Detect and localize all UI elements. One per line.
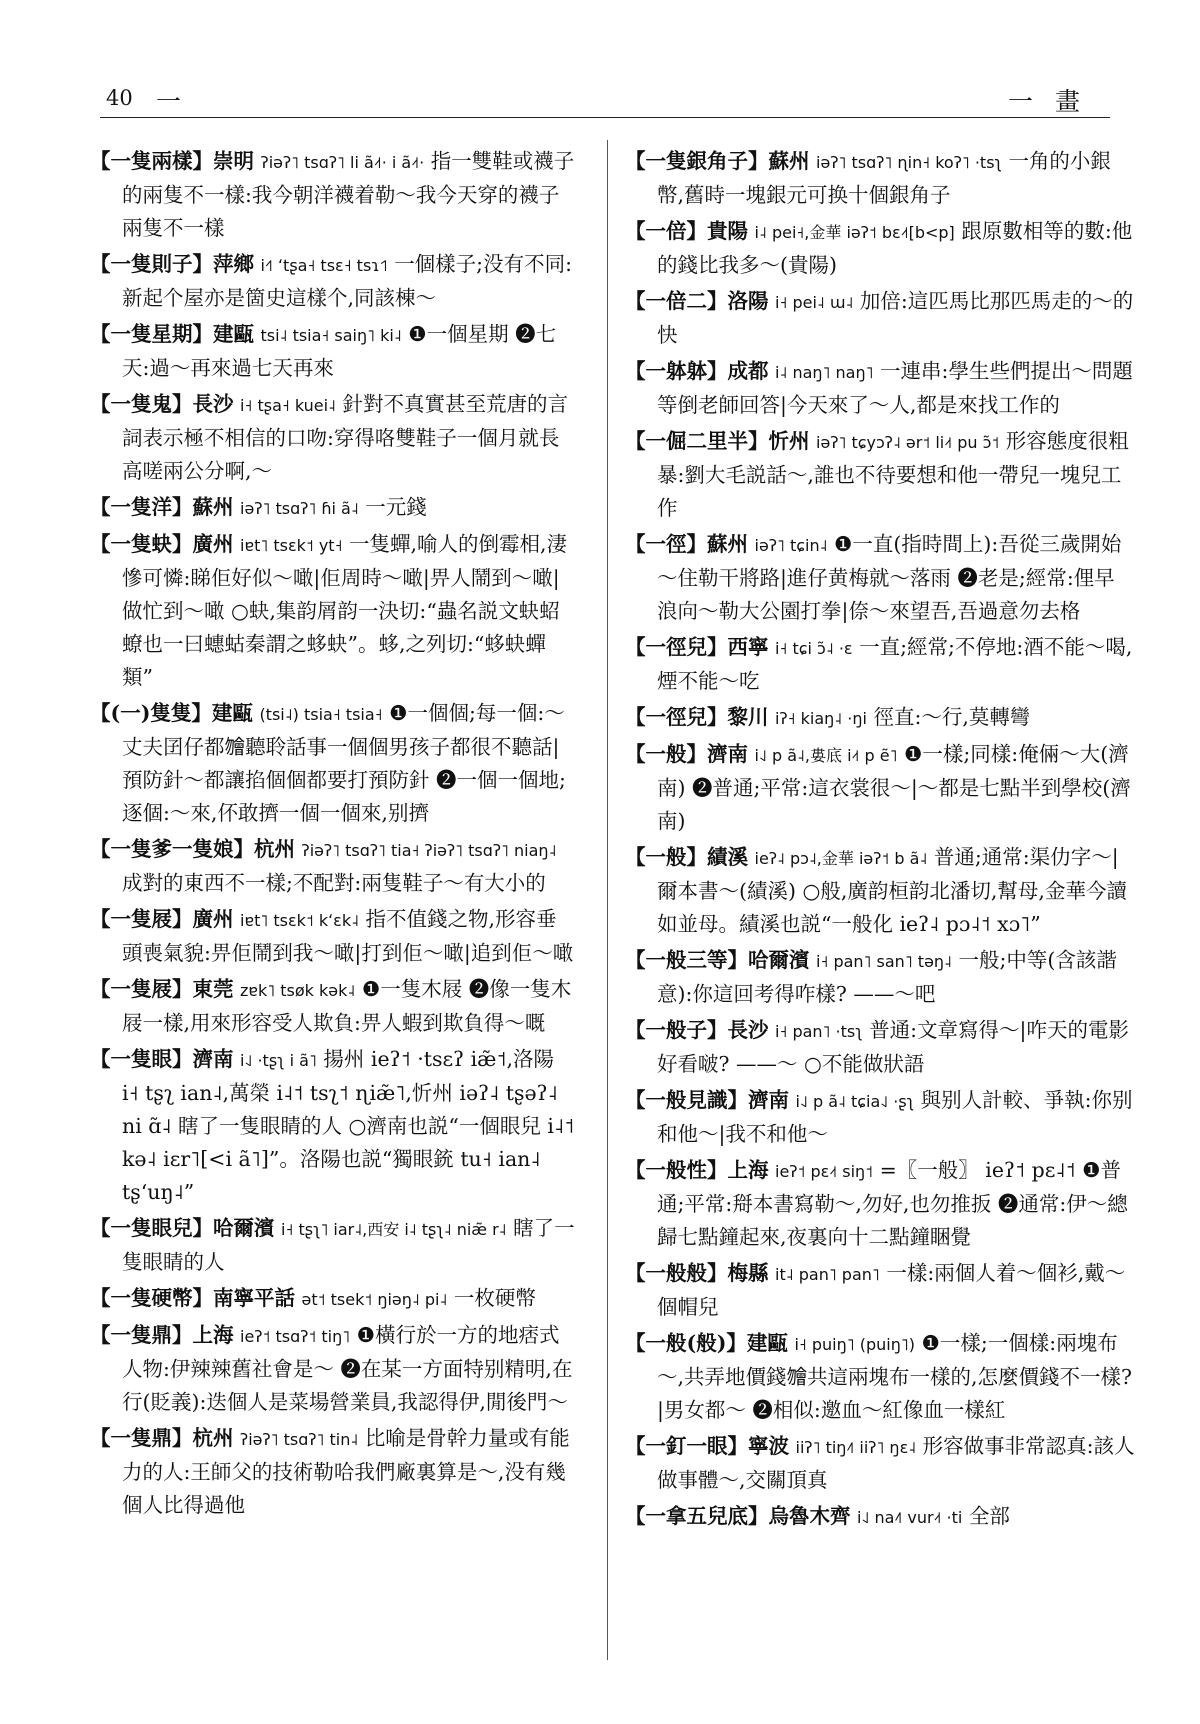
entry-pronunciation: iɐt˥ tsɛk˦ kʻɛk˨ <box>240 911 359 930</box>
entry-dialect: 長沙 <box>727 1018 769 1042</box>
entry-definition: 跟原數相等的數:他的錢比我多～(貴陽) <box>657 219 1133 277</box>
dictionary-entry <box>625 701 1135 735</box>
entry-headword: 【一隻眼】 <box>90 1047 193 1071</box>
entry-pronunciation: i˧ tɕi ɔ̃˨ ·ɛ <box>775 639 853 658</box>
entry-definition: ❶一個個;每一個:～丈夫囝仔都𣍐聽聆話事一個個男孩子都很不聽話|預防針～都讓掐個個都要打預防針 ❷一個一個地;逐個:～來,伓敢擠一個一個來,别擠 <box>122 701 566 825</box>
entry-dialect: 績溪 <box>707 845 748 869</box>
entry-dialect: 忻州 <box>768 429 810 453</box>
dictionary-entry <box>90 1212 576 1279</box>
right-column <box>625 145 1135 1537</box>
running-head-title: 一畫 <box>1007 87 1102 116</box>
entry-pronunciation: ʔiəʔ˥ tsɑʔ˥ tin˨ <box>240 1430 359 1449</box>
dictionary-entry <box>90 973 576 1040</box>
dictionary-entry <box>625 1154 1135 1254</box>
entry-headword: 【一隻屐】 <box>90 977 193 1001</box>
entry-pronunciation: i˧ pan˥ ·tsʅ <box>775 1022 863 1041</box>
entry-headword: 【一般三等】 <box>625 948 748 972</box>
entry-headword: 【一隻硬幣】 <box>90 1286 213 1310</box>
entry-headword: 【一隻眼兒】 <box>90 1216 213 1240</box>
entry-definition: 一般;中等(含該諧意):你這回考得咋樣? ——～吧 <box>657 948 1117 1006</box>
entry-dialect: 濟南 <box>707 742 748 766</box>
entry-dialect: 蘇州 <box>707 532 748 556</box>
entry-pronunciation: iəʔ˥ tɕyɔʔ˨ ər˦ li˨˦ pu ɔ̃˦ <box>816 433 1000 452</box>
entry-pronunciation: ət˦ tsek˦ ŋiəŋ˨ pi˨ <box>301 1290 448 1309</box>
entry-headword: 【一隻則子】 <box>90 252 213 276</box>
entry-pronunciation: ieʔ˦ tsɑʔ˦ tiŋ˥ <box>240 1327 351 1346</box>
dictionary-entry <box>90 1282 576 1316</box>
entry-pronunciation: i˨˩ p ã˨,婁底 i˨˦ p ẽ˥ <box>754 746 898 765</box>
entry-dialect: 建甌 <box>746 1331 788 1355</box>
entry-dialect: 廣州 <box>192 907 234 931</box>
entry-definition: 形容態度很粗暴:劉大毛説話～,誰也不待要想和他一帶兒一塊兒工作 <box>657 429 1129 520</box>
entry-headword: 【一隻蚗】 <box>90 532 193 556</box>
entry-dialect: 洛陽 <box>727 289 769 313</box>
entry-dialect: 烏魯木齊 <box>768 1504 851 1528</box>
entry-headword: 【(一)隻隻】 <box>90 701 212 725</box>
entry-definition: ❶一樣;同樣:俺倆～大(濟南) ❷普通;平常:這衣裳很～|～都是七點半到學校(濟南) <box>657 742 1131 833</box>
left-column <box>90 145 576 1525</box>
entry-definition: 徑直:～行,莫轉彎 <box>873 705 1031 729</box>
entry-dialect: 杭州 <box>192 1426 234 1450</box>
entry-dialect: 貴陽 <box>707 219 748 243</box>
dictionary-entry <box>625 841 1135 941</box>
entry-dialect: 成都 <box>727 359 769 383</box>
entry-definition: =〖一般〗 ieʔ˦ pɛ˨˦ ❶普通;平常:搿本書寫勒～,勿好,也勿推扳 ❷通常:伊～總歸七點鐘起來,夜裏向十二點鐘睏覺 <box>657 1158 1128 1249</box>
entry-headword: 【一般】 <box>625 742 707 766</box>
dictionary-entry <box>90 833 576 900</box>
entry-dialect: 長沙 <box>192 392 234 416</box>
dictionary-entry <box>625 215 1135 282</box>
dictionary-entry <box>90 388 576 488</box>
entry-pronunciation: i˨˩ na˨˥ vur˨˦ ·ti <box>857 1508 963 1527</box>
entry-pronunciation: i˧ puiŋ˥ (puiŋ˥) <box>794 1335 915 1354</box>
entry-definition: 一隻蟬,喻人的倒霉相,淒慘可憐:睇佢好似～噉|佢周時～噉|畀人鬧到～噉|做忙到～噉 ○蚗,集韵屑韵一決切:“蟲名説文蚗蛁蟟也一曰蟪蛄秦謂之蛥蚗”。蛥,之列切:“蛥蚗蟬類” <box>122 532 568 689</box>
entry-definition: ❶一隻木屐 ❷像一隻木屐一樣,用來形容受人欺負:畀人蝦到欺負得～嘅 <box>122 977 572 1035</box>
entry-headword: 【一般般】 <box>625 1261 728 1285</box>
entry-dialect: 濟南 <box>192 1047 234 1071</box>
page-header <box>100 82 1110 116</box>
entry-pronunciation: iɐt˥ tsɛk˦ yt˧ <box>240 536 343 555</box>
entry-dialect: 南寧平話 <box>213 1286 295 1310</box>
dictionary-entry <box>90 903 576 970</box>
entry-headword: 【一釘一眼】 <box>625 1434 748 1458</box>
entry-headword: 【一隻洋】 <box>90 495 193 519</box>
entry-definition: 成對的東西不一樣;不配對:兩隻鞋子～有大小的 <box>122 871 546 895</box>
entry-dialect: 崇明 <box>213 149 254 173</box>
entry-headword: 【一倔二里半】 <box>625 429 769 453</box>
entry-pronunciation: ieʔ˨ pɔ˨,金華 iəʔ˦ b ã˨ <box>754 849 928 868</box>
entry-dialect: 建甌 <box>213 322 254 346</box>
entry-definition: 普通:文章寫得～|咋天的電影好看啵? ——～ ○不能做狀語 <box>657 1018 1129 1076</box>
entry-headword: 【一般見識】 <box>625 1088 748 1112</box>
dictionary-entry <box>625 528 1135 628</box>
entry-definition: 瞎了一隻眼睛的人 <box>122 1216 575 1274</box>
entry-pronunciation: i˨ pei˧,金華 iəʔ˦ bɛ˨˦[b<p] <box>754 223 955 242</box>
entry-headword: 【一隻鬼】 <box>90 392 193 416</box>
dictionary-entry <box>90 528 576 694</box>
entry-dialect: 濟南 <box>748 1088 789 1112</box>
entry-definition: 一樣:兩個人着～個衫,戴～個帽兒 <box>657 1261 1126 1319</box>
entry-pronunciation: i˨˩ ·tʂʅ i ã˥ <box>240 1051 317 1070</box>
entry-headword: 【一隻鼎】 <box>90 1323 193 1347</box>
dictionary-entry <box>625 944 1135 1011</box>
dictionary-entry <box>90 318 576 385</box>
dictionary-entry <box>625 738 1135 838</box>
entry-definition: 一元錢 <box>365 495 427 519</box>
entry-definition: 形容做事非常認真:該人做事體～,交關頂真 <box>657 1434 1135 1492</box>
entry-headword: 【一躰躰】 <box>625 359 728 383</box>
entry-dialect: 西寧 <box>727 635 769 659</box>
entry-dialect: 建甌 <box>211 701 253 725</box>
dictionary-entry <box>625 145 1135 212</box>
entry-dialect: 萍鄉 <box>213 252 254 276</box>
entry-pronunciation: (tsi˨) tsia˧ tsia˧ <box>259 705 383 724</box>
entry-dialect: 東莞 <box>192 977 234 1001</box>
entry-definition: 指一雙鞋或襪子的兩隻不一樣:我今朝洋襪着勒～我今天穿的襪子兩隻不一樣 <box>122 149 575 240</box>
entry-dialect: 梅縣 <box>727 1261 769 1285</box>
entry-definition: 揚州 ieʔ˦ ·tsɛʔ iæ̃˦,洛陽 i˧ tʂʅ ian˨,萬榮 i˨˦ tsʅ˦ ɳiæ̃˥,忻州 iəʔ˨ tʂəʔ˨ ni ɑ̃˨ 瞎了一隻眼睛的人 ○濟南也説“一個眼兒 i˨˦ kə˨ iɛr˥[<i ã˥]”。洛陽也説“獨眼銃 tu˧ ian˨ tʂʻuŋ˨” <box>122 1047 575 1204</box>
entry-pronunciation: i˧˥ ʻtʂa˧ tsɛ˧ tsɿ˦˥ <box>260 256 388 275</box>
entry-definition: 加倍:這匹馬比那匹馬走的～的快 <box>657 289 1134 347</box>
entry-definition: 一連串:學生些們提出～問題等倒老師回答|今天來了～人,都是來找工作的 <box>657 359 1133 417</box>
entry-dialect: 哈爾濱 <box>748 948 810 972</box>
dictionary-entry <box>90 1043 576 1209</box>
dictionary-entry <box>625 355 1135 422</box>
entry-headword: 【一隻銀角子】 <box>625 149 769 173</box>
entry-dialect: 寧波 <box>748 1434 789 1458</box>
entry-pronunciation: i˧ tʂa˧ kuei˨ <box>240 396 336 415</box>
entry-headword: 【一般子】 <box>625 1018 728 1042</box>
dictionary-entry <box>625 1014 1135 1081</box>
entry-pronunciation: i˨ naŋ˥ naŋ˥ <box>775 363 874 382</box>
entry-pronunciation: ʔiəʔ˥ tsɑʔ˥ tia˧ ʔiəʔ˥ tsɑʔ˥ niaŋ˨ <box>301 841 557 860</box>
entry-pronunciation: iiʔ˥ tiŋ˨˥ iiʔ˥ ŋɛ˨ <box>795 1438 917 1457</box>
entry-headword: 【一般】 <box>625 845 707 869</box>
entry-headword: 【一倍】 <box>625 219 707 243</box>
entry-pronunciation: iəʔ˥ tsɑʔ˥ ɦi ã˨ <box>240 499 359 518</box>
entry-pronunciation: i˧ pan˥ san˥ təŋ˨ <box>816 952 952 971</box>
page-number: 40 <box>106 86 133 110</box>
entry-definition: 指不值錢之物,形容垂頭喪氣貌:畀佢鬧到我～噉|打到佢～噉|追到佢～噉 <box>122 907 574 965</box>
entry-definition: 與别人計較、爭執:你别和他～|我不和他～ <box>657 1088 1133 1146</box>
entry-pronunciation: i˧ tʂʅ˥ iar˨,西安 i˨ tʂʅ˨ niæ̃ r˨ <box>281 1220 507 1239</box>
entry-headword: 【一般(般)】 <box>625 1331 747 1355</box>
entry-pronunciation: iʔ˧ kiaŋ˨ ·ŋi <box>775 709 867 728</box>
entry-definition: ❶橫行於一方的地痞式人物:伊辣辣舊社會是～ ❷在某一方面特别精明,在行(貶義):迭個人是菜場營業員,我認得伊,閒後門～ <box>122 1323 573 1414</box>
entry-definition: 一直;經常;不停地:酒不能～喝,煙不能～吃 <box>657 635 1133 693</box>
entry-dialect: 上海 <box>192 1323 234 1347</box>
dictionary-entry <box>625 285 1135 352</box>
dictionary-entry <box>90 145 576 245</box>
dictionary-entry <box>625 1084 1135 1151</box>
entry-pronunciation: iəʔ˥ tɕin˨ <box>754 536 828 555</box>
entry-dialect: 廣州 <box>192 532 234 556</box>
entry-headword: 【一隻兩樣】 <box>90 149 213 173</box>
entry-pronunciation: i˧ pei˨ ɯ˨ <box>775 293 854 312</box>
entry-definition: 一個樣子;没有不同:新起个屋亦是箇史這樣个,同該棟～ <box>122 252 573 310</box>
entry-dialect: 哈爾濱 <box>213 1216 275 1240</box>
entry-dialect: 蘇州 <box>192 495 234 519</box>
dictionary-entry <box>625 1430 1135 1497</box>
entry-dialect: 上海 <box>727 1158 769 1182</box>
entry-definition: ❶一樣;一個樣:兩塊布～,共弄地價錢𣍐共這兩塊布一樣的,怎麼價錢不一樣? |男女都～ ❷相似:邀血～紅像血一樣紅 <box>657 1331 1133 1422</box>
entry-definition: 針對不真實甚至荒唐的言詞表示極不相信的口吻:穿得咯雙鞋子一個月就長高嗟兩公分啊,～ <box>122 392 568 483</box>
entry-definition: 一枚硬幣 <box>453 1286 536 1310</box>
entry-headword: 【一隻鼎】 <box>90 1426 193 1450</box>
entry-headword: 【一拿五兒底】 <box>625 1504 769 1528</box>
running-head-char: 一 <box>156 87 182 116</box>
dictionary-entry <box>90 1422 576 1522</box>
entry-pronunciation: ieʔ˦ pɛ˨˦ siŋ˦ <box>775 1162 874 1181</box>
column-divider <box>607 140 608 1660</box>
entry-headword: 【一隻星期】 <box>90 322 213 346</box>
entry-pronunciation: zɐk˥ tsøk kək˨ <box>240 981 356 1000</box>
dictionary-entry <box>90 697 576 830</box>
entry-definition: 普通;通常:渠仂字～|爾本書～(績溪) ○般,廣韵桓韵北潘切,幫母,金華今讀如並母。績溪也説“一般化 ieʔ˨ pɔ˨˦ xɔ˥” <box>657 845 1127 936</box>
entry-dialect: 黎川 <box>727 705 769 729</box>
entry-headword: 【一隻屐】 <box>90 907 193 931</box>
entry-headword: 【一隻爹一隻娘】 <box>90 837 254 861</box>
entry-definition: 比喻是骨幹力量或有能力的人:王師父的技術勒哈我們廠裏算是～,没有幾個人比得過他 <box>122 1426 570 1517</box>
entry-pronunciation: i˨˩ p ã˨ tɕia˨˩ ·ʂʅ <box>795 1092 915 1111</box>
header-rule <box>100 117 1110 118</box>
dictionary-entry <box>625 1257 1135 1324</box>
entry-headword: 【一般性】 <box>625 1158 728 1182</box>
entry-headword: 【一倍二】 <box>625 289 728 313</box>
dictionary-entry <box>625 1327 1135 1427</box>
entry-definition: ❶一個星期 ❷七天:過～再來過七天再來 <box>122 322 557 380</box>
entry-pronunciation: ʔiəʔ˥ tsɑʔ˥ li ã˨˦· i ã˨˦· <box>260 153 425 172</box>
dictionary-entry <box>90 248 576 315</box>
entry-dialect: 杭州 <box>254 837 295 861</box>
entry-definition: ❶一直(指時間上):吾從三歲開始～住勒干將路|進仔黄梅就～落雨 ❷老是;經常:俚早浪向～勒大公園打拳|倷～來望吾,吾過意勿去格 <box>657 532 1122 623</box>
entry-headword: 【一徑兒】 <box>625 635 728 659</box>
dictionary-entry <box>90 491 576 525</box>
dictionary-entry <box>625 1500 1135 1534</box>
dictionary-entry <box>90 1319 576 1419</box>
entry-pronunciation: iəʔ˥ tsɑʔ˥ ɳin˧ koʔ˥ ·tsʅ <box>816 153 1002 172</box>
entry-pronunciation: it˨ pan˥ pan˥ <box>775 1265 880 1284</box>
entry-definition: 一角的小銀幣,舊時一塊銀元可换十個銀角子 <box>657 149 1111 207</box>
entry-headword: 【一徑】 <box>625 532 707 556</box>
entry-headword: 【一徑兒】 <box>625 705 728 729</box>
entry-dialect: 蘇州 <box>768 149 810 173</box>
dictionary-entry <box>625 631 1135 698</box>
entry-pronunciation: tsi˨ tsia˧ saiŋ˥ ki˨ <box>260 326 402 345</box>
entry-definition: 全部 <box>968 1504 1010 1528</box>
dictionary-entry <box>625 425 1135 525</box>
